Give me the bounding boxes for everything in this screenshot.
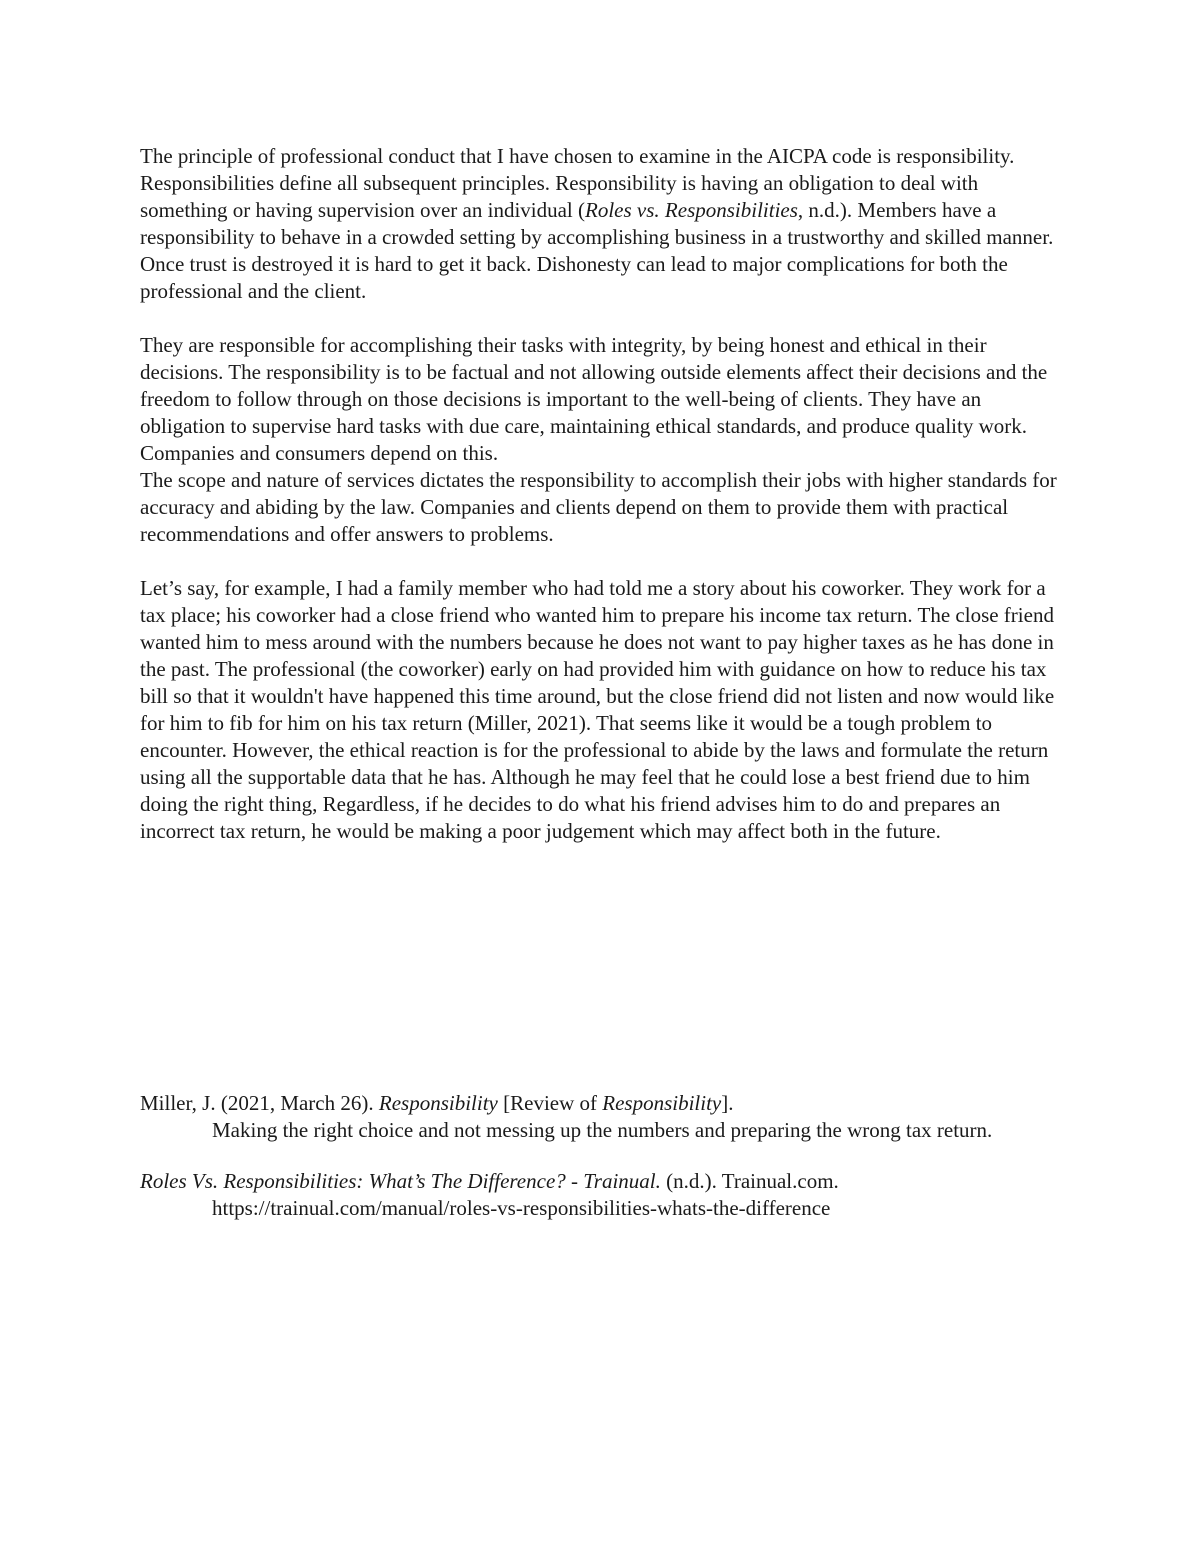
reference-miller-review-close: ]. [721, 1091, 734, 1115]
reference-miller-title: Responsibility [378, 1091, 498, 1115]
paragraph-example: Let’s say, for example, I had a family member who had told me a story about his coworker. They work for a tax place; his coworker had a close friend who wanted him to prepare his income tax return. The close friend wanted him to mess around with the numbers because he does not want to pay higher taxes as he has done in the past. The professional (the coworker) early on had provided him with guidance on how to reduce his tax bill so that it wouldn't have happened this time around, but the close friend did not listen and now would like for him to fib for him on his tax return (Miller, 2021). That seems like it would be a tough problem to encounter. However, the ethical reaction is for the professional to abide by the laws and formulate the return using all the supportable data that he has. Although he may feel that he could lose a best friend due to him doing the right thing, Regardless, if he decides to do what his friend advises him to do and prepares an incorrect tax return, he would be making a poor judgement which may affect both in the future. [140, 576, 1055, 843]
reference-miller-review-open: [Review of [497, 1091, 603, 1115]
reference-trainual-source: (n.d.). Trainual.com. [660, 1169, 839, 1193]
paragraph-1-text-end: , n.d.). Members have a responsibility to behave in a crowded setting by accomplishing business in a trustworthy and skilled manner. Once trust is destroyed it is hard to get it back. Dishonesty can lead to major complications for both the professional and the client. [140, 198, 1054, 303]
paragraph-scope-of-services: The scope and nature of services dictates the responsibility to accomplish their jobs with higher standards for accuracy and abiding by the law. Companies and clients depend on them to provide them with practical recommendations and offer answers to problems. [140, 468, 1057, 546]
citation-roles-vs-responsibilities: Roles vs. Responsibilities [585, 198, 798, 222]
reference-miller-annotation: Making the right choice and not messing up the numbers and preparing the wrong tax return. [212, 1118, 993, 1142]
reference-trainual-title: Roles Vs. Responsibilities: What’s The Difference? - Trainual. [140, 1169, 661, 1193]
paragraph-responsibility-intro [140, 143, 1060, 305]
references-list [140, 1090, 1060, 1246]
reference-trainual [140, 1168, 1060, 1222]
reference-miller-review-title: Responsibility [602, 1091, 722, 1115]
paragraph-1-text-start: The principle of professional conduct that I have chosen to examine in the AICPA code is responsibility. Responsibilities define all subsequent principles. Responsibility is having an obligation to deal with something or having supervision over an individual ( [140, 144, 1015, 222]
paragraph-integrity: They are responsible for accomplishing their tasks with integrity, by being honest and ethical in their decisions. The responsibility is to be factual and not allowing outside elements affect their decisions and the freedom to follow through on those decisions is important to the well-being of clients. They have an obligation to supervise hard tasks with due care, maintaining ethical standards, and produce quality work. Companies and consumers depend on this. [140, 333, 1048, 465]
reference-miller [140, 1090, 1060, 1144]
essay-body [140, 143, 1060, 872]
reference-trainual-url: https://trainual.com/manual/roles-vs-responsibilities-whats-the-difference [212, 1196, 831, 1220]
reference-miller-author: Miller, J. (2021, March 26). [140, 1091, 379, 1115]
